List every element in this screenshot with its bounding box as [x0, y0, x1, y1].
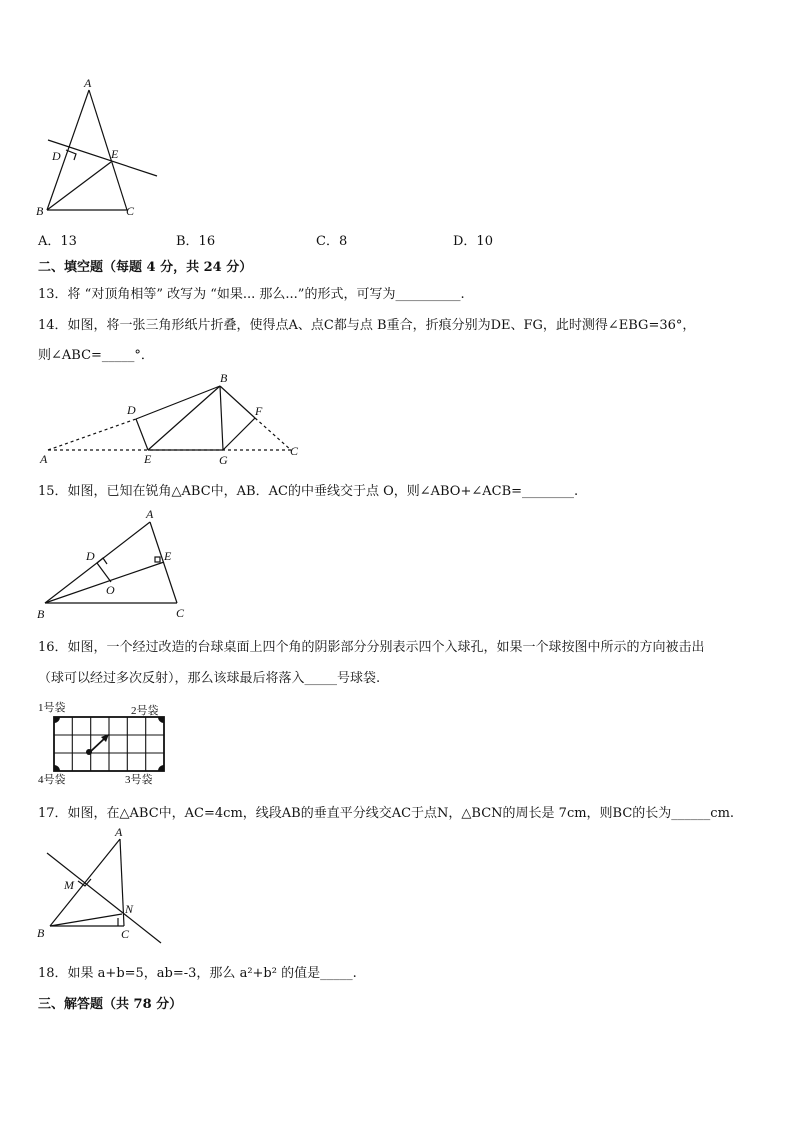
- q12-label-b: B: [36, 204, 44, 218]
- q16-pocket-label-1: 1号袋: [38, 702, 66, 714]
- q17-label-m: M: [64, 878, 74, 892]
- q15-label-d: D: [86, 549, 95, 563]
- q13-text: 13．将 “对顶角相等” 改写为 “如果... 那么...”的形式，可写为__________.: [38, 287, 465, 302]
- q12-label-a: A: [84, 76, 92, 90]
- q15-label-e: E: [164, 549, 172, 563]
- q14-label-f: F: [255, 404, 263, 418]
- q14-label-e: E: [144, 452, 152, 466]
- q14-text-line2: 则∠ABC=_____°．: [38, 348, 154, 363]
- q17-label-n: N: [125, 902, 134, 916]
- q12-option-b: B．16: [176, 234, 216, 249]
- q12-option-a: A．13: [38, 234, 77, 249]
- q17-label-c: C: [121, 927, 130, 941]
- q12-option-d: D．10: [453, 234, 493, 249]
- q14-text-line1: 14．如图，将一张三角形纸片折叠，使得点A、点C都与点 B重合，折痕分别为DE、FG，此时测得∠EBG=36°，: [38, 318, 696, 333]
- q16-ball: [86, 749, 92, 755]
- q16-pocket-label-3: 3号袋: [125, 774, 153, 786]
- q12-label-d: D: [52, 149, 61, 163]
- q16-pocket-label-2: 2号袋: [131, 705, 159, 717]
- q16-pocket-2: [158, 717, 164, 723]
- q14-label-a: A: [40, 452, 48, 466]
- q15-label-b: B: [37, 607, 45, 621]
- q14-label-g: G: [219, 453, 228, 467]
- q15-label-a: A: [146, 507, 154, 521]
- q17-label-a: A: [115, 825, 123, 839]
- q15-label-c: C: [176, 606, 185, 620]
- q16-text-line1: 16．如图，一个经过改造的台球桌面上四个角的阴影部分分别表示四个入球孔，如果一个球按图中所示的方向被击出: [38, 640, 705, 655]
- q15-label-o: O: [106, 583, 115, 597]
- section3-title: 三、解答题（共 78 分）: [38, 997, 183, 1012]
- q12-label-e: E: [111, 147, 119, 161]
- q12-option-c: C．8: [316, 234, 348, 249]
- q14-label-c: C: [290, 444, 299, 458]
- q12-label-c: C: [126, 204, 135, 218]
- q17-label-b: B: [37, 926, 45, 940]
- q16-pocket-3: [158, 765, 164, 771]
- q16-pocket-label-4: 4号袋: [38, 774, 66, 786]
- q16-arrow-head: [101, 734, 109, 742]
- q15-text: 15．如图，已知在锐角△ABC中，AB．AC的中垂线交于点 O，则∠ABO+∠ACB=________.: [38, 484, 579, 499]
- q14-label-b: B: [220, 371, 228, 385]
- q17-text: 17．如图，在△ABC中，AC=4cm，线段AB的垂直平分线交AC于点N，△BCN的周长是 7cm，则BC的长为______cm.: [38, 806, 735, 821]
- q16-pocket-1: [54, 717, 60, 723]
- section2-title: 二、填空题（每题 4 分，共 24 分）: [38, 260, 253, 275]
- q16-text-line2: （球可以经过多次反射），那么该球最后将落入_____号球袋.: [38, 671, 381, 686]
- q18-text: 18．如果 a+b=5，ab=-3，那么 a²+b² 的值是_____.: [38, 966, 357, 981]
- q16-pocket-4: [54, 765, 60, 771]
- q14-label-d: D: [127, 403, 136, 417]
